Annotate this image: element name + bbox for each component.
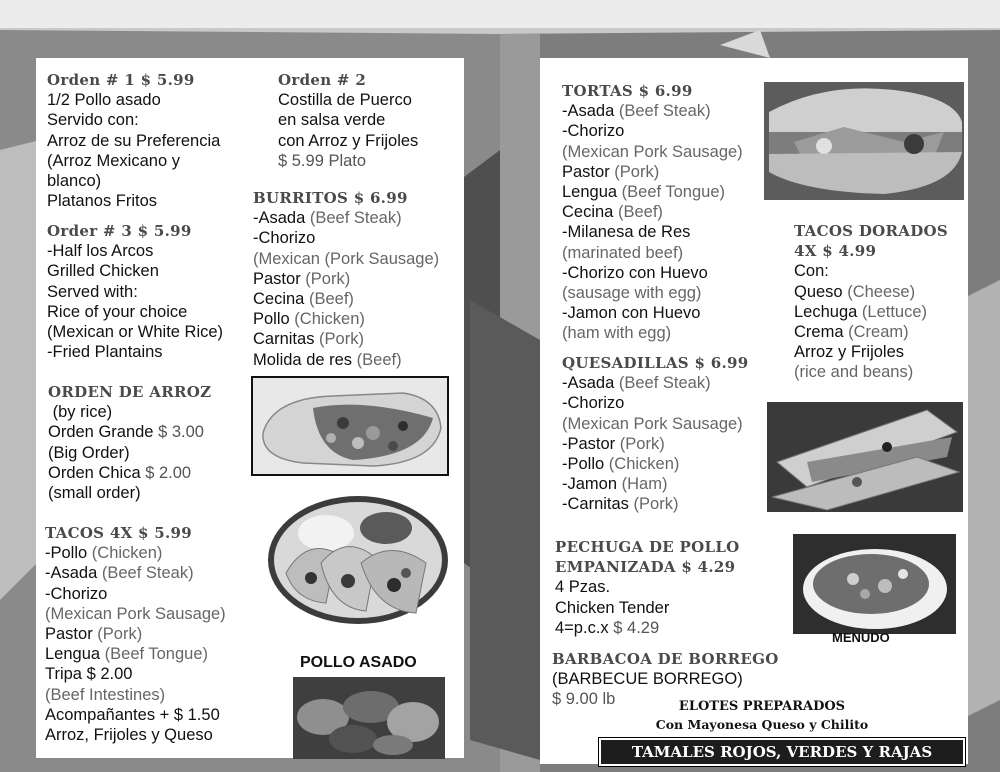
- menu-text: (marinated beef): [562, 243, 684, 262]
- menu-text: -Asada: [253, 209, 306, 228]
- tacos-item: [45, 624, 226, 644]
- menu-text: (Lettuce): [861, 302, 928, 321]
- pechuga-line: Chicken Tender: [555, 598, 670, 617]
- quesadillas-item: [562, 393, 748, 413]
- menu-text: (Beef Intestines): [45, 685, 166, 704]
- elotes-title: ELOTES PREPARADOS: [678, 699, 846, 714]
- quesadillas-item: [562, 373, 748, 393]
- burritos-item: [253, 350, 439, 370]
- menu-text: Lengua: [45, 645, 101, 664]
- menu-text: Tripa $ 2.00: [45, 665, 133, 684]
- menudo-caption: MENUDO: [832, 630, 890, 645]
- menu-text: Orden Grande: [48, 423, 154, 442]
- menu-text: -Pollo: [562, 455, 605, 474]
- tortas-item: [562, 101, 743, 121]
- burritos-item: [253, 269, 439, 289]
- burritos-item: [253, 329, 439, 349]
- menu-text: -Asada: [562, 102, 615, 121]
- tortas-item: [562, 303, 743, 323]
- orden-3-section: [47, 221, 223, 362]
- menu-text: -Chorizo con Huevo: [562, 263, 708, 282]
- menu-text: Pastor: [562, 162, 610, 181]
- tacos-item: [45, 685, 226, 705]
- menu-text: Pollo: [253, 310, 290, 329]
- tacos-dorados-item: [794, 342, 948, 362]
- menu-text: (Cheese): [847, 282, 916, 301]
- menu-text: Queso: [794, 282, 843, 301]
- menu-text: -Milanesa de Res: [562, 223, 691, 242]
- quesadillas-item: [562, 494, 748, 514]
- orden-2-line: con Arroz y Frijoles: [278, 131, 419, 150]
- tacos-dorados-item: [794, 302, 948, 322]
- menu-text: (sausage with egg): [562, 284, 702, 303]
- tacos-plate-photo: [266, 493, 450, 627]
- orden-chica: [48, 463, 211, 483]
- tortas-item: [562, 202, 743, 222]
- menu-text: (Mexican (Pork Sausage): [253, 249, 440, 268]
- orden-3-line: Rice of your choice: [47, 302, 188, 321]
- menu-text: (Chicken): [91, 544, 163, 563]
- burritos-item: [253, 208, 439, 228]
- menu-text: (Beef Tongue): [104, 645, 209, 664]
- menu-text: (Beef): [356, 350, 402, 369]
- menu-text: (Pork): [97, 625, 143, 644]
- menu-text: -Pollo: [45, 544, 88, 563]
- menu-text: -Chorizo: [562, 394, 625, 413]
- menu-text: Orden Chica: [48, 463, 141, 482]
- quesadilla-photo: [767, 402, 963, 512]
- menu-text: Cecina: [253, 290, 305, 309]
- tacos-item: [45, 705, 226, 725]
- pechuga-title: PECHUGA DE POLLO: [555, 538, 740, 556]
- orden-1-section: [47, 70, 220, 211]
- menu-text: -Chorizo: [45, 584, 108, 603]
- menu-text: Carnitas: [253, 330, 315, 349]
- menu-text: $ 4.29: [613, 618, 660, 637]
- orden-chica-en: (small order): [48, 484, 141, 503]
- tacos-dorados-title: TACOS DORADOS: [794, 222, 949, 240]
- tacos-dorados-item: [794, 322, 948, 342]
- orden-2-section: [278, 70, 418, 171]
- elotes-sub: Con Mayonesa Queso y Chilito: [655, 717, 869, 732]
- menu-text: (Pork): [619, 434, 665, 453]
- tacos-item: [45, 604, 226, 624]
- tacos-dorados-item: [794, 362, 948, 382]
- tacos-item: [45, 563, 226, 583]
- tortas-item: [562, 283, 743, 303]
- tortas-item: [562, 182, 743, 202]
- menu-text: $ 3.00: [158, 423, 204, 442]
- burritos-title: BURRITOS $ 6.99: [253, 189, 408, 207]
- menu-text: (Beef Steak): [618, 102, 711, 121]
- tortas-item: [562, 323, 743, 343]
- pechuga-price: EMPANIZADA $ 4.29: [555, 558, 736, 577]
- menu-text: Con:: [794, 262, 829, 281]
- menu-text: -Carnitas: [562, 495, 629, 514]
- menu-text: (Pork): [319, 330, 364, 349]
- tacos-item: [45, 584, 226, 604]
- menu-text: Pastor: [253, 269, 301, 288]
- menu-text: (Chicken): [294, 310, 365, 329]
- pechuga-section: [555, 537, 740, 638]
- menu-text: (Ham): [621, 475, 668, 494]
- menu-text: (Beef Tongue): [621, 183, 726, 202]
- orden-3-line: Grilled Chicken: [47, 262, 159, 281]
- menu-text: Arroz y Frijoles: [794, 343, 905, 362]
- pechuga-line: [555, 618, 740, 638]
- pollo-asado-caption: POLLO ASADO: [300, 654, 417, 671]
- tamales-banner: TAMALES ROJOS, VERDES Y RAJAS: [599, 738, 965, 766]
- pollo-asado-photo: [293, 677, 445, 759]
- barbacoa-sub: (BARBECUE BORREGO): [552, 670, 743, 689]
- orden-1-line: Arroz de su Preferencia: [47, 131, 221, 150]
- tacos-dorados-item: [794, 261, 948, 281]
- quesadillas-item: [562, 474, 748, 494]
- menu-text: 4=p.c.x: [555, 618, 609, 637]
- elotes-section: [560, 698, 964, 734]
- menu-text: Arroz, Frijoles y Queso: [45, 726, 213, 745]
- burritos-section: [253, 188, 439, 370]
- menu-text: (Beef Steak): [618, 374, 711, 393]
- orden-arroz-title: ORDEN DE ARROZ: [48, 383, 212, 401]
- tortas-item: [562, 142, 743, 162]
- menu-text: Cecina: [562, 203, 614, 222]
- tacos-item: [45, 725, 226, 745]
- tacos-dorados-price: 4X $ 4.99: [794, 242, 877, 261]
- orden-1-line: blanco): [47, 172, 102, 191]
- orden-1-line: 1/2 Pollo asado: [47, 91, 161, 110]
- orden-grande-en: (Big Order): [48, 443, 130, 462]
- orden-1-line: Platanos Fritos: [47, 192, 158, 211]
- menu-text: (Pork): [305, 269, 351, 288]
- tortas-section: [562, 81, 743, 344]
- menu-text: (ham with egg): [562, 324, 672, 343]
- orden-1-line: Servido con:: [47, 111, 139, 130]
- menu-text: -Chorizo: [253, 229, 316, 248]
- orden-grande: [48, 422, 211, 442]
- menu-text: (Chicken): [608, 455, 680, 474]
- burritos-item: [253, 289, 439, 309]
- tortas-item: [562, 121, 743, 141]
- menu-text: (Pork): [633, 495, 679, 514]
- quesadillas-item: [562, 414, 748, 434]
- menu-text: (Cream): [848, 323, 909, 342]
- orden-3-line: -Half los Arcos: [47, 242, 154, 261]
- tacos-dorados-item: [794, 282, 948, 302]
- menu-text: -Pastor: [562, 434, 616, 453]
- tortas-item: [562, 222, 743, 242]
- menu-text: -Asada: [562, 374, 615, 393]
- quesadillas-item: [562, 454, 748, 474]
- menu-text: (rice and beans): [794, 363, 914, 382]
- tacos-item: [45, 664, 226, 684]
- burrito-photo: [251, 376, 449, 476]
- pechuga-line: 4 Pzas.: [555, 578, 611, 597]
- menu-text: Crema: [794, 323, 844, 342]
- menu-text: Lechuga: [794, 302, 858, 321]
- menu-text: -Chorizo: [562, 122, 625, 141]
- orden-3-title: Order # 3 $ 5.99: [47, 222, 192, 240]
- menu-text: Pastor: [45, 625, 93, 644]
- menu-text: -Jamon con Huevo: [562, 304, 701, 323]
- tacos-item: [45, 543, 226, 563]
- orden-2-title: Orden # 2: [278, 71, 367, 89]
- menu-text: (Beef): [617, 203, 663, 222]
- menu-text: -Jamon: [562, 475, 618, 494]
- orden-arroz-sub: (by rice): [48, 403, 113, 422]
- orden-3-line: (Mexican or White Rice): [47, 323, 224, 342]
- quesadillas-section: [562, 353, 748, 515]
- menu-text: Molida de res: [253, 350, 353, 369]
- orden-arroz-section: [48, 382, 211, 503]
- orden-2-line: Costilla de Puerco: [278, 91, 412, 110]
- menu-text: (Mexican Pork Sausage): [562, 414, 743, 433]
- tortas-item: [562, 162, 743, 182]
- tortas-title: TORTAS $ 6.99: [562, 82, 693, 100]
- quesadillas-title: QUESADILLAS $ 6.99: [562, 354, 749, 372]
- menu-text: (Beef): [308, 290, 354, 309]
- menu-text: (Beef Steak): [101, 564, 194, 583]
- burritos-item: [253, 309, 439, 329]
- barbacoa-price: $ 9.00 lb: [552, 690, 616, 709]
- menu-text: (Beef Steak): [309, 209, 402, 228]
- menu-text: -Asada: [45, 564, 98, 583]
- orden-2-line: en salsa verde: [278, 111, 386, 130]
- menu-text: Lengua: [562, 183, 618, 202]
- orden-3-line: Served with:: [47, 282, 138, 301]
- tortas-item: [562, 243, 743, 263]
- tacos-dorados-section: [794, 221, 948, 383]
- menu-text: Acompañantes + $ 1.50: [45, 705, 220, 724]
- tacos-item: [45, 644, 226, 664]
- menudo-photo: [793, 534, 956, 634]
- tortas-item: [562, 263, 743, 283]
- menu-text: $ 2.00: [145, 463, 192, 482]
- menu-text: (Mexican Pork Sausage): [45, 604, 226, 623]
- orden-2-price: $ 5.99 Plato: [278, 151, 367, 170]
- burritos-item: [253, 249, 439, 269]
- menu-text: (Mexican Pork Sausage): [562, 142, 743, 161]
- tacos-section: [45, 523, 226, 745]
- burritos-item: [253, 228, 439, 248]
- quesadillas-item: [562, 434, 748, 454]
- orden-1-title: Orden # 1 $ 5.99: [47, 71, 195, 89]
- menu-text: (Pork): [614, 162, 660, 181]
- torta-photo: [764, 82, 964, 200]
- tacos-title: TACOS 4X $ 5.99: [45, 524, 193, 542]
- barbacoa-title: BARBACOA DE BORREGO: [552, 650, 779, 668]
- orden-1-line: (Arroz Mexicano y: [47, 151, 180, 170]
- orden-3-line: -Fried Plantains: [47, 343, 163, 362]
